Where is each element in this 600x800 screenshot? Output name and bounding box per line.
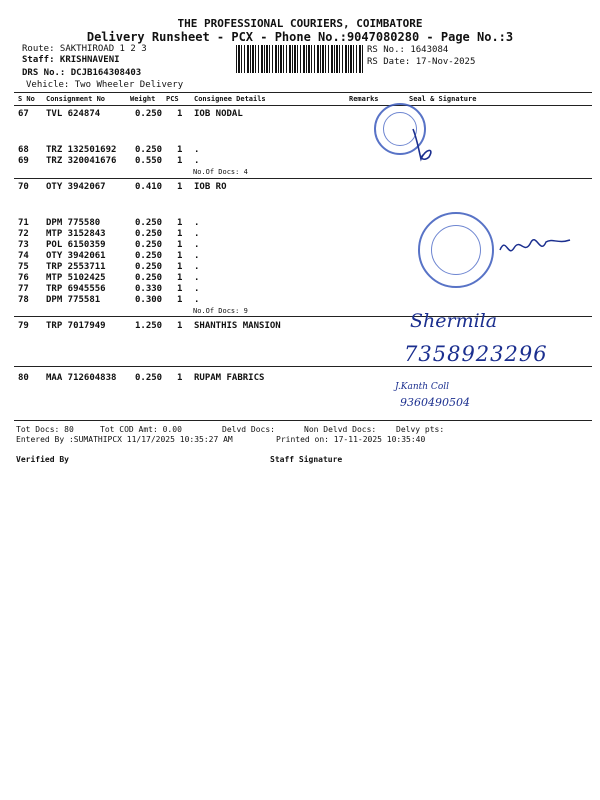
row-weight: 0.250 — [135, 229, 163, 239]
row-consignee: . — [194, 240, 200, 250]
row-weight: 0.330 — [135, 284, 163, 294]
row-weight: 0.250 — [135, 251, 163, 261]
col-weight: Weight — [130, 95, 156, 103]
row-pcs: 1 — [177, 218, 183, 228]
signature-row-71 — [496, 220, 576, 270]
row-consignment: MAA 712604838 — [46, 373, 117, 383]
col-sno: S No — [18, 95, 35, 103]
row-consignee: . — [194, 284, 200, 294]
row-consignment: TRZ 132501692 — [46, 145, 117, 155]
row-consignee: . — [194, 295, 200, 305]
row-consignment: TRP 7017949 — [46, 321, 106, 331]
row-pcs: 1 — [177, 373, 183, 383]
row-sno: 71 — [18, 218, 29, 228]
row-pcs: 1 — [177, 284, 183, 294]
rs-number: RS No.: 1643084 — [367, 45, 449, 55]
row-pcs: 1 — [177, 182, 183, 192]
row-consignment: DPM 775580 — [46, 218, 101, 228]
row-sno: 70 — [18, 182, 29, 192]
row-sno: 74 — [18, 251, 29, 261]
row-sno: 77 — [18, 284, 29, 294]
row-consignment: POL 6150359 — [46, 240, 106, 250]
handwritten-phone-80: 9360490504 — [400, 396, 470, 409]
row-consignee: RUPAM FABRICS — [194, 373, 265, 383]
row-consignment: TVL 624874 — [46, 109, 101, 119]
header-rule-bottom — [14, 105, 592, 106]
row-consignee: . — [194, 262, 200, 272]
row-pcs: 1 — [177, 229, 183, 239]
row-consignment: TRP 2553711 — [46, 262, 106, 272]
row-pcs: 1 — [177, 273, 183, 283]
row-weight: 0.250 — [135, 262, 163, 272]
row-consignee: IOB RO — [194, 182, 227, 192]
row-consignee: . — [194, 229, 200, 239]
office-seal-stamp — [418, 212, 494, 288]
row-separator — [14, 366, 592, 367]
row-pcs: 1 — [177, 109, 183, 119]
row-pcs: 1 — [177, 251, 183, 261]
barcode — [236, 45, 364, 73]
company-name: THE PROFESSIONAL COURIERS, COIMBATORE — [177, 17, 423, 30]
non-delivered-docs: Non Delvd Docs: — [304, 425, 377, 434]
row-consignee: SHANTHIS MANSION — [194, 321, 281, 331]
signature-row-67 — [405, 125, 445, 165]
row-consignee: . — [194, 251, 200, 261]
row-weight: 0.250 — [135, 109, 163, 119]
runsheet-title: Delivery Runsheet - PCX - Phone No.:9047080280 - Page No.:3 — [86, 30, 514, 44]
row-consignment: DPM 775581 — [46, 295, 101, 305]
col-seal: Seal & Signature — [409, 95, 477, 103]
row-sno: 76 — [18, 273, 29, 283]
row-weight: 0.250 — [135, 218, 163, 228]
row-pcs: 1 — [177, 262, 183, 272]
row-consignment: OTY 3942061 — [46, 251, 106, 261]
row-consignment: TRZ 320041676 — [46, 156, 117, 166]
total-cod-amount: Tot COD Amt: 0.00 — [100, 425, 182, 434]
row-sno: 80 — [18, 373, 29, 383]
verified-by-label: Verified By — [16, 455, 69, 464]
col-remarks: Remarks — [349, 95, 379, 103]
row-pcs: 1 — [177, 321, 183, 331]
row-weight: 1.250 — [135, 321, 163, 331]
row-weight: 0.300 — [135, 295, 163, 305]
row-sno: 75 — [18, 262, 29, 272]
row-pcs: 1 — [177, 145, 183, 155]
row-consignment: MTP 5102425 — [46, 273, 106, 283]
header-rule-top — [14, 92, 592, 93]
row-sno: 72 — [18, 229, 29, 239]
entered-by: Entered By :SUMATHIPCX 11/17/2025 10:35:27 AM — [16, 435, 233, 444]
delivery-points: Delvy pts: — [396, 425, 445, 434]
row-sno: 67 — [18, 109, 29, 119]
row-weight: 0.250 — [135, 373, 163, 383]
row-weight: 0.250 — [135, 145, 163, 155]
handwritten-phone-79: 7358923296 — [404, 342, 548, 366]
row-consignment: MTP 3152843 — [46, 229, 106, 239]
rs-date: RS Date: 17-Nov-2025 — [367, 57, 476, 67]
handwritten-name-79: Shermila — [410, 310, 498, 332]
row-pcs: 1 — [177, 156, 183, 166]
row-sno: 69 — [18, 156, 29, 166]
row-sno: 73 — [18, 240, 29, 250]
row-consignee: . — [194, 273, 200, 283]
row-consignee: . — [194, 145, 200, 155]
staff-signature-label: Staff Signature — [270, 455, 343, 464]
row-weight: 0.550 — [135, 156, 163, 166]
row-consignee: . — [194, 218, 200, 228]
row-weight: 0.410 — [135, 182, 163, 192]
vehicle-label: Vehicle: Two Wheeler Delivery — [26, 80, 184, 90]
row-consignment: TRP 6945556 — [46, 284, 106, 294]
row-consignee: . — [194, 156, 200, 166]
docs-count-note: No.Of Docs: 9 — [193, 307, 248, 315]
row-separator — [14, 316, 592, 317]
printed-on: Printed on: 17-11-2025 10:35:40 — [276, 435, 426, 444]
row-separator — [14, 178, 592, 179]
row-sno: 78 — [18, 295, 29, 305]
row-pcs: 1 — [177, 295, 183, 305]
row-consignee: IOB NODAL — [194, 109, 243, 119]
handwritten-name-80: J.Kanth Coll — [395, 382, 449, 392]
row-sno: 68 — [18, 145, 29, 155]
total-docs: Tot Docs: 80 — [16, 425, 74, 434]
row-consignment: OTY 3942067 — [46, 182, 106, 192]
row-pcs: 1 — [177, 240, 183, 250]
row-sno: 79 — [18, 321, 29, 331]
col-consignee: Consignee Details — [194, 95, 266, 103]
row-weight: 0.250 — [135, 240, 163, 250]
drs-number: DRS No.: DCJB164308403 — [22, 68, 142, 78]
docs-count-note: No.Of Docs: 4 — [193, 168, 248, 176]
route-label: Route: SAKTHIROAD 1 2 3 — [22, 44, 147, 54]
delivered-docs: Delvd Docs: — [222, 425, 275, 434]
staff-label: Staff: KRISHNAVENI — [22, 55, 120, 65]
table-bottom-rule — [14, 420, 592, 421]
row-weight: 0.250 — [135, 273, 163, 283]
col-consignment: Consignment No — [46, 95, 106, 103]
col-pcs: PCS — [166, 95, 179, 103]
